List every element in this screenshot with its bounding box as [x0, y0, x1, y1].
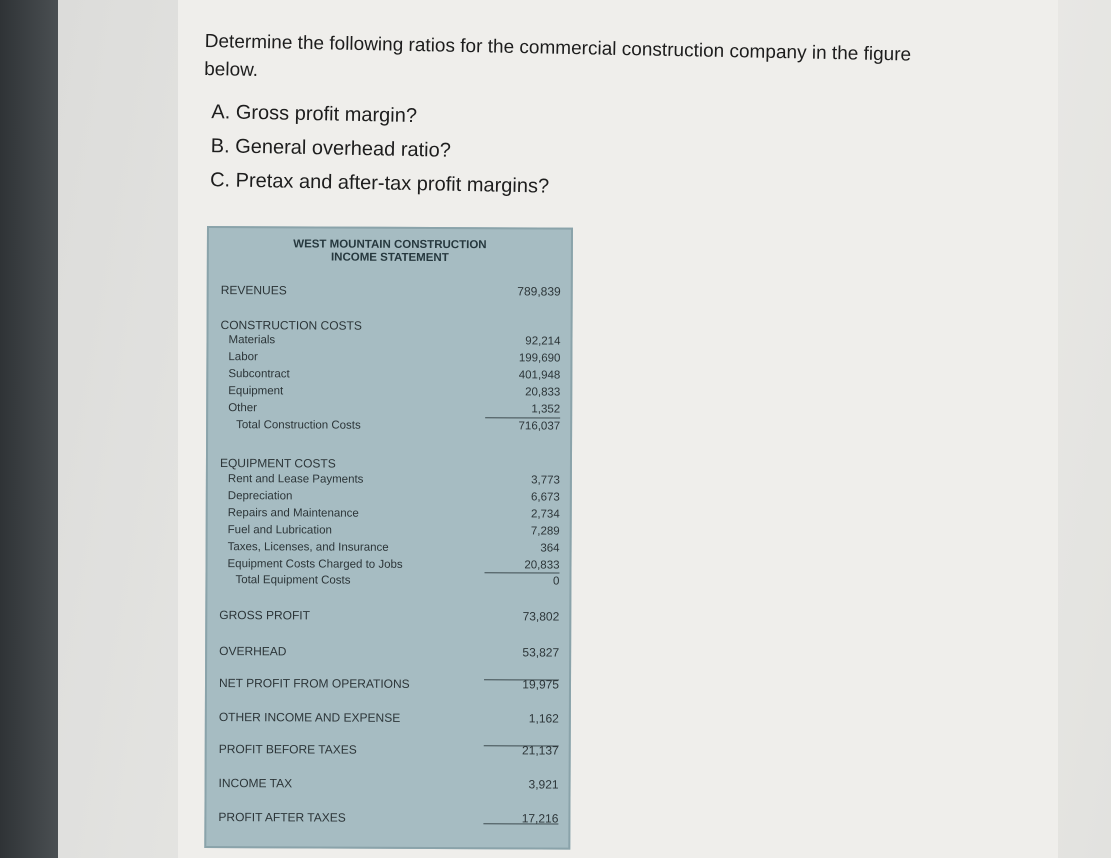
construction-cost-row	[220, 350, 560, 365]
profit-before-taxes-label: PROFIT BEFORE TAXES	[218, 742, 357, 757]
equipment-cost-value: 7,289	[530, 525, 560, 538]
company-name: WEST MOUNTAIN CONSTRUCTION	[293, 238, 487, 252]
equipment-cost-row	[220, 489, 560, 504]
equipment-costs-heading-row	[220, 456, 560, 471]
construction-cost-value: 1,352	[531, 403, 561, 416]
income-statement-figure	[204, 226, 573, 850]
equipment-cost-value: 3,773	[531, 474, 560, 487]
construction-cost-label: Materials	[228, 334, 276, 347]
construction-cost-value: 199,690	[518, 352, 561, 365]
statement-title: INCOME STATEMENT	[330, 251, 449, 265]
question-part-a: A. Gross profit margin?	[211, 101, 418, 128]
equipment-cost-value: 6,673	[531, 491, 560, 504]
construction-cost-value: 401,948	[518, 369, 561, 382]
profit-after-taxes-row	[218, 810, 558, 825]
net-profit-operations-row	[219, 676, 559, 691]
total-construction-costs-row	[220, 418, 560, 433]
equipment-cost-value: 20,833	[524, 559, 560, 572]
profit-before-taxes-row	[219, 742, 559, 757]
construction-cost-label: Other	[228, 402, 257, 415]
construction-cost-row	[220, 333, 560, 348]
question-part-c: C. Pretax and after-tax profit margins?	[209, 169, 550, 198]
equipment-cost-value: 2,734	[530, 508, 560, 521]
other-income-label: OTHER INCOME AND EXPENSE	[218, 710, 401, 725]
question-intro: Determine the following ratios for the commercial construction company in the figure below.	[204, 30, 912, 82]
question-parts	[210, 98, 964, 208]
equipment-costs-heading: EQUIPMENT COSTS	[219, 456, 336, 471]
construction-costs-heading-row	[221, 318, 561, 333]
construction-cost-label: Labor	[228, 351, 258, 364]
income-tax-value: 3,921	[528, 777, 559, 792]
equipment-cost-row	[220, 540, 560, 555]
question-part-b: B. General overhead ratio?	[210, 135, 452, 162]
revenues-value: 789,839	[517, 284, 561, 299]
revenues-label: REVENUES	[220, 283, 287, 298]
equipment-cost-label: Fuel and Lubrication	[227, 524, 332, 537]
construction-cost-row	[220, 401, 560, 416]
equipment-cost-row	[220, 472, 560, 487]
total-equipment-costs-label: Total Equipment Costs	[235, 574, 351, 587]
total-construction-costs-value: 716,037	[518, 420, 561, 433]
net-profit-operations-label: NET PROFIT FROM OPERATIONS	[218, 676, 410, 691]
revenues-row	[221, 283, 561, 298]
question-block	[202, 28, 965, 215]
other-income-row	[219, 710, 559, 725]
equipment-cost-value: 364	[540, 542, 560, 555]
equipment-cost-row	[219, 557, 559, 572]
equipment-cost-row	[220, 523, 560, 538]
other-income-value: 1,162	[528, 711, 559, 726]
net-profit-operations-value: 19,975	[522, 677, 560, 692]
income-tax-label: INCOME TAX	[218, 776, 293, 791]
gross-profit-row	[219, 608, 559, 623]
construction-cost-row	[220, 384, 560, 399]
total-equipment-costs-value: 0	[553, 575, 560, 588]
equipment-cost-label: Depreciation	[227, 490, 293, 503]
equipment-cost-label: Rent and Lease Payments	[227, 473, 364, 486]
construction-cost-label: Subcontract	[228, 368, 290, 381]
construction-cost-value: 92,214	[525, 335, 561, 348]
overhead-value: 53,827	[522, 645, 560, 660]
profit-after-taxes-label: PROFIT AFTER TAXES	[218, 810, 346, 825]
construction-costs-heading: CONSTRUCTION COSTS	[220, 318, 362, 333]
overhead-label: OVERHEAD	[219, 644, 287, 659]
statement-header	[209, 238, 571, 266]
equipment-cost-label: Equipment Costs Charged to Jobs	[227, 558, 403, 571]
equipment-cost-label: Taxes, Licenses, and Insurance	[227, 541, 389, 554]
gross-profit-label: GROSS PROFIT	[219, 608, 311, 623]
profit-before-taxes-value: 21,137	[521, 743, 559, 758]
total-equipment-costs-row	[219, 573, 559, 588]
income-tax-row	[219, 776, 559, 791]
construction-cost-row	[220, 367, 560, 382]
equipment-cost-row	[220, 506, 560, 521]
gross-profit-value: 73,802	[522, 609, 560, 624]
equipment-cost-label: Repairs and Maintenance	[227, 507, 359, 520]
total-construction-costs-label: Total Construction Costs	[236, 419, 361, 432]
profit-after-taxes-value: 17,216	[521, 811, 559, 826]
construction-cost-value: 20,833	[525, 386, 561, 399]
monitor-bezel-left	[0, 0, 58, 858]
construction-cost-label: Equipment	[228, 385, 284, 398]
overhead-row	[219, 644, 559, 659]
